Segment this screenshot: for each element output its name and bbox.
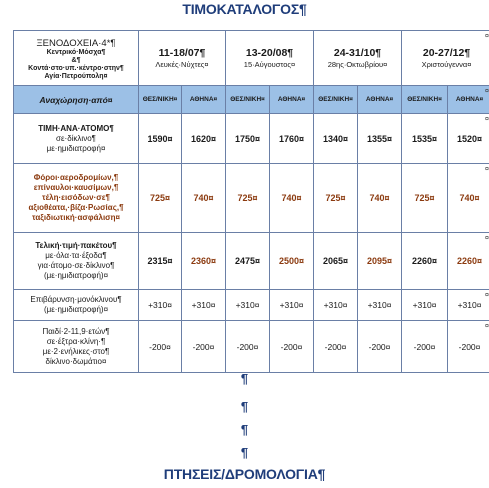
departure-city: ΘΕΣ/ΝΙΚΗ¤ (226, 86, 270, 114)
tax-cell: 725¤ (314, 164, 358, 233)
price-cell: 1520¤ (448, 114, 489, 164)
row-label-line: Παιδί·2-11,9·ετών¶ (42, 326, 110, 336)
end-of-row-mark: ¤ (485, 33, 489, 40)
child-discount-cell: -200¤ (402, 321, 448, 373)
row-label-line: αξιοθέατα,·βίζα·Ρωσίας,¶ (28, 203, 124, 212)
row-label-line: δίκλινο·δωμάτιο¤ (45, 356, 107, 366)
period-note: 28ης·Οκτωβρίου¤ (327, 60, 388, 69)
period-dates: 13-20/08¶ (245, 47, 294, 59)
end-of-row-mark: ¤ (485, 166, 489, 173)
table-row (14, 290, 489, 321)
departure-city: ΘΕΣ/ΝΙΚΗ¤ (402, 86, 448, 114)
final-price-cell: 2065¤ (314, 233, 358, 290)
supplement-cell: +310¤ (270, 290, 314, 321)
row-label-line: με·όλα·τα·έξοδα¶ (45, 251, 107, 260)
price-cell: 1355¤ (358, 114, 402, 164)
tax-cell: 725¤ (139, 164, 182, 233)
final-price-cell: 2095¤ (358, 233, 402, 290)
period-header (226, 31, 314, 86)
departure-city: ΘΕΣ/ΝΙΚΗ¤ (314, 86, 358, 114)
tax-cell: 725¤ (226, 164, 270, 233)
departure-row (14, 86, 489, 114)
period-dates: 24-31/10¶ (333, 47, 382, 59)
tax-cell: 740¤ (270, 164, 314, 233)
section-title-flights: ΠΤΗΣΕΙΣ/ΔΡΟΜΟΛΟΓΙΑ¶ (163, 466, 326, 482)
row-label-line: σε·έξτρα·κλίνη·¶ (46, 336, 106, 346)
row-label-line: ταξιδιωτική·ασφάλιση¤ (32, 213, 120, 222)
end-of-row-mark: ¤ (485, 88, 489, 95)
paragraph-mark: ¶ (240, 445, 249, 460)
final-price-cell: 2475¤ (226, 233, 270, 290)
table-row (14, 321, 489, 373)
period-header (139, 31, 226, 86)
row-label-final-price (14, 233, 139, 290)
supplement-cell: +310¤ (139, 290, 182, 321)
row-label-line: (με·ημιδιατροφή)¤ (43, 305, 109, 314)
departure-city: ΑΘΗΝΑ¤ (448, 86, 489, 114)
row-label-line: επίναυλοι·καυσίμων,¶ (33, 183, 119, 192)
row-label-line: σε·δίκλινο¶ (56, 133, 96, 143)
row-label-taxes (14, 164, 139, 233)
child-discount-cell: -200¤ (139, 321, 182, 373)
row-label-line: (με·ημιδιατροφή)¤ (43, 271, 109, 280)
table-row (14, 164, 489, 233)
supplement-cell: +310¤ (448, 290, 489, 321)
departure-city: ΑΘΗΝΑ¤ (270, 86, 314, 114)
tax-cell: 740¤ (358, 164, 402, 233)
child-discount-cell: -200¤ (448, 321, 489, 373)
price-cell: 1620¤ (182, 114, 226, 164)
price-table (13, 30, 489, 373)
supplement-cell: +310¤ (182, 290, 226, 321)
supplement-cell: +310¤ (358, 290, 402, 321)
period-header (314, 31, 402, 86)
departure-label: Αναχώρηση·από¤ (14, 86, 139, 114)
final-price-cell: 2360¤ (182, 233, 226, 290)
end-of-row-mark: ¤ (485, 292, 489, 299)
end-of-row-mark: ¤ (485, 323, 489, 330)
table-row (14, 114, 489, 164)
departure-city: ΑΘΗΝΑ¤ (182, 86, 226, 114)
supplement-cell: +310¤ (226, 290, 270, 321)
tax-cell: 740¤ (182, 164, 226, 233)
row-label-line: Τελική·τιμή·πακέτου¶ (35, 241, 117, 250)
tax-cell: 740¤ (448, 164, 489, 233)
final-price-cell: 2315¤ (139, 233, 182, 290)
price-cell: 1340¤ (314, 114, 358, 164)
paragraph-mark: ¶ (240, 422, 249, 437)
end-of-row-mark: ¤ (485, 116, 489, 123)
hotel-title: ΞΕΝΟΔΟΧΕΙΑ·4*¶ (36, 37, 116, 49)
row-label-line: για·άτομο·σε·δίκλινο¶ (37, 261, 115, 270)
row-label-single-supplement (14, 290, 139, 321)
child-discount-cell: -200¤ (226, 321, 270, 373)
row-label-line: τέλη·εισόδων·σε¶ (42, 193, 110, 202)
table-row (14, 233, 489, 290)
period-note: Λευκές·Νύχτες¤ (155, 60, 209, 69)
hotel-line: Κεντρικό·Μόσχα¶ (46, 48, 106, 56)
paragraph-mark: ¶ (240, 399, 249, 414)
child-discount-cell: -200¤ (270, 321, 314, 373)
final-price-cell: 2260¤ (402, 233, 448, 290)
departure-city: ΑΘΗΝΑ¤ (358, 86, 402, 114)
tax-cell: 725¤ (402, 164, 448, 233)
period-dates: 11-18/07¶ (158, 47, 206, 59)
supplement-cell: +310¤ (314, 290, 358, 321)
period-dates: 20-27/12¶ (422, 47, 471, 59)
row-label-line: με·2·ενήλικες·στο¶ (42, 346, 110, 356)
child-discount-cell: -200¤ (358, 321, 402, 373)
child-discount-cell: -200¤ (182, 321, 226, 373)
table-header-row (14, 31, 489, 86)
hotel-line: Αγία·Πετρούπολη¤ (44, 72, 108, 80)
row-label-child (14, 321, 139, 373)
end-of-row-mark: ¤ (485, 235, 489, 242)
hotel-line: Κοντά·στο·υπ.·κέντρο·στην¶ (28, 64, 124, 72)
final-price-cell: 2500¤ (270, 233, 314, 290)
period-header (402, 31, 489, 86)
row-label-line: ΤΙΜΗ·ΑΝΑ·ΑΤΟΜΟ¶ (38, 123, 114, 133)
price-cell: 1535¤ (402, 114, 448, 164)
row-label-line: Επιβάρυνση·μονόκλινου¶ (30, 295, 122, 304)
period-note: Χριστούγεννα¤ (421, 60, 472, 69)
page-title: ΤΙΜΟΚΑΤΑΛΟΓΟΣ¶ (182, 1, 307, 17)
supplement-cell: +310¤ (402, 290, 448, 321)
row-label-price-per-person (14, 114, 139, 164)
row-label-line: Φόροι·αεροδρομίων,¶ (33, 173, 119, 182)
departure-city: ΘΕΣ/ΝΙΚΗ¤ (139, 86, 182, 114)
hotel-line: &¶ (71, 56, 81, 64)
child-discount-cell: -200¤ (314, 321, 358, 373)
row-label-line: με·ημιδιατροφή¤ (46, 143, 106, 153)
price-cell: 1590¤ (139, 114, 182, 164)
hotel-header-cell (14, 31, 139, 86)
price-cell: 1750¤ (226, 114, 270, 164)
paragraph-mark: ¶ (240, 371, 249, 386)
final-price-cell: 2260¤ (448, 233, 489, 290)
period-note: 15·Αύγουστος¤ (243, 60, 296, 69)
price-cell: 1760¤ (270, 114, 314, 164)
